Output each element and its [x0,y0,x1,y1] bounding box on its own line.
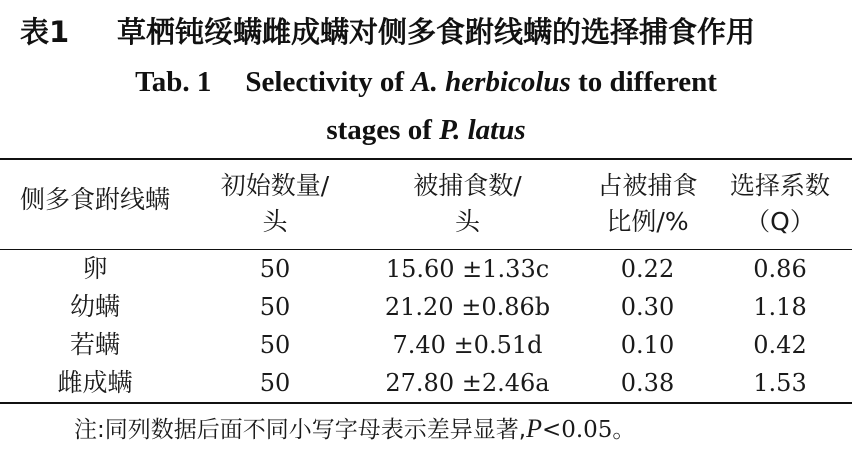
header-initial-count: 初始数量/ 头 [220,171,330,236]
cell-stage-nymph: 若螨 [69,330,120,359]
title-en-text-before: Selectivity of [245,66,412,98]
title-en-line2-text: stages of [326,114,440,146]
cell-preyed-nymph: 7.40 ±0.51d [392,331,543,359]
cell-initial-adult-female: 50 [259,369,291,397]
header-selection-coefficient: 选择系数 （Q） [729,171,830,236]
cell-proportion-egg: 0.22 [620,255,675,283]
cell-preyed-larva: 21.20 ±0.86b [384,293,551,321]
cell-coefficient-adult-female: 1.53 [753,369,807,397]
cell-proportion-larva: 0.30 [620,293,675,321]
table-top-rule [0,158,852,160]
p-value-threshold: <0.05。 [541,417,636,443]
header-proportion: 占被捕食 比例/% [597,171,698,236]
cell-initial-larva: 50 [259,293,291,321]
table-bottom-rule [0,402,852,404]
table-number-zh: 表1 [20,15,70,49]
cell-stage-adult-female: 雌成螨 [57,368,133,397]
table-title-en-line1 [0,62,852,102]
title-en-text-after: to different [570,66,717,98]
table-title-zh-text: 草栖钝绥螨雌成螨对侧多食跗线螨的选择捕食作用 [117,15,756,49]
cell-coefficient-egg: 0.86 [753,255,807,283]
table-title-zh [0,12,852,52]
cell-initial-egg: 50 [259,255,291,283]
p-value-symbol: P [526,414,542,443]
cell-initial-nymph: 50 [259,331,291,359]
cell-coefficient-larva: 1.18 [753,293,807,321]
predator-species-name: A. herbicolus [411,66,571,98]
table-footnote [74,411,635,448]
cell-coefficient-nymph: 0.42 [753,331,807,359]
header-stage: 侧多食跗线螨 [19,185,170,214]
cell-preyed-adult-female: 27.80 ±2.46a [385,369,550,397]
cell-proportion-nymph: 0.10 [620,331,675,359]
cell-stage-larva: 幼螨 [69,292,120,321]
cell-preyed-egg: 15.60 ±1.33c [385,255,550,283]
prey-species-name: P. latus [439,114,526,146]
footnote-text: 注:同列数据后面不同小写字母表示差异显著, [74,417,527,443]
cell-stage-egg: 卵 [82,254,108,283]
table-title-en-line2 [0,110,852,150]
header-preyed-count: 被捕食数/ 头 [413,171,522,236]
table-number-en: Tab. 1 [135,66,212,98]
cell-proportion-adult-female: 0.38 [620,369,675,397]
